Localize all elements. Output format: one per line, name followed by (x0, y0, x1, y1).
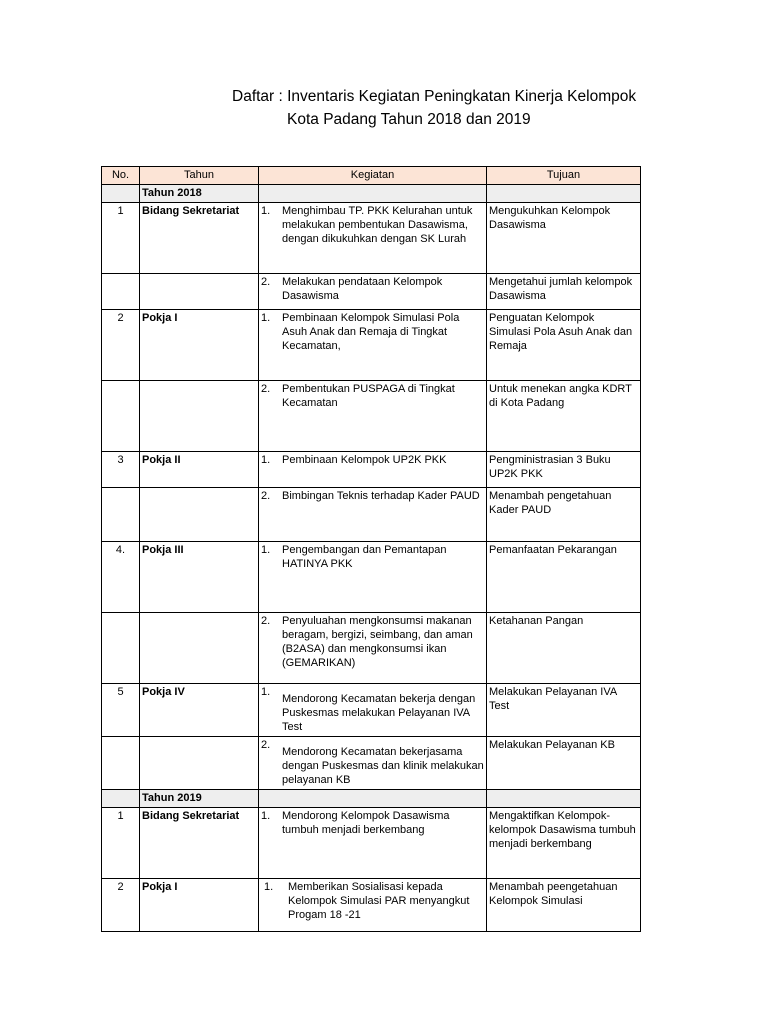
item-number: 1. (261, 544, 271, 556)
row-tujuan: Pemanfaatan Pekarangan (487, 542, 641, 613)
row-kegiatan (259, 542, 487, 613)
row-kegiatan (259, 613, 487, 684)
item-number: 2. (261, 739, 271, 751)
inventory-table (101, 166, 641, 932)
kegiatan-text: Memberikan Sosialisasi kepada Kelompok Simulasi PAR menyangkut Progam 18 -21 (288, 881, 470, 921)
table-row (102, 737, 641, 790)
row-kegiatan (259, 274, 487, 310)
row-no: 2 (102, 879, 140, 932)
row-bidang (140, 274, 259, 310)
table-header-row (102, 167, 641, 185)
row-tujuan: Menambah pengetahuan Kader PAUD (487, 488, 641, 542)
kegiatan-text: Pembentukan PUSPAGA di Tingkat Kecamatan (282, 383, 455, 409)
table-row (102, 310, 641, 381)
header-no: No. (102, 167, 140, 185)
kegiatan-text: Pengembangan dan Pemantapan HATINYA PKK (282, 544, 447, 570)
row-tujuan: Penguatan Kelompok Simulasi Pola Asuh Anak dan Remaja (487, 310, 641, 381)
row-no: 5 (102, 684, 140, 737)
item-number: 2. (261, 490, 271, 502)
row-bidang (140, 737, 259, 790)
table-row (102, 542, 641, 613)
row-no (102, 488, 140, 542)
row-kegiatan (259, 808, 487, 879)
row-no (102, 613, 140, 684)
title-line-1: Daftar : Inventaris Kegiatan Peningkatan Kinerja Kelompok (232, 88, 637, 105)
item-number: 1. (261, 205, 271, 217)
item-number: 1. (261, 454, 271, 466)
row-no (102, 737, 140, 790)
kegiatan-text: Mendorong Kelompok Dasawisma tumbuh menjadi berkembang (282, 810, 450, 836)
row-no (102, 381, 140, 452)
row-bidang: Pokja I (140, 310, 259, 381)
row-tujuan: Melakukan Pelayanan KB (487, 737, 641, 790)
row-tujuan: Untuk menekan angka KDRT di Kota Padang (487, 381, 641, 452)
row-bidang (140, 613, 259, 684)
table-row (102, 274, 641, 310)
table-row (102, 879, 641, 932)
kegiatan-text: Pembinaan Kelompok UP2K PKK (282, 454, 447, 466)
row-bidang (140, 381, 259, 452)
kegiatan-text: Penyuluahan mengkonsumsi makanan beragam, bergizi, seimbang, dan aman (B2ASA) dan mengkonsumsi ikan (GEMARIKAN) (282, 615, 473, 669)
item-number: 1. (261, 810, 271, 822)
row-no: 1 (102, 808, 140, 879)
table-row (102, 488, 641, 542)
row-no: 3 (102, 452, 140, 488)
row-tujuan: Mengukuhkan Kelompok Dasawisma (487, 203, 641, 274)
item-number: 1. (264, 881, 274, 893)
row-tujuan: Melakukan Pelayanan IVA Test (487, 684, 641, 737)
item-number: 2. (261, 615, 271, 627)
item-number: 2. (261, 276, 271, 288)
row-no (102, 274, 140, 310)
row-no: 2 (102, 310, 140, 381)
kegiatan-text: Mendorong Kecamatan bekerja dengan Puskesmas melakukan Pelayanan IVA Test (282, 693, 476, 733)
item-number: 2. (261, 383, 271, 395)
row-tujuan: Pengministrasian 3 Buku UP2K PKK (487, 452, 641, 488)
year-label: Tahun 2018 (140, 185, 259, 203)
row-kegiatan (259, 684, 487, 737)
row-kegiatan (259, 381, 487, 452)
table-row (102, 808, 641, 879)
table-row (102, 613, 641, 684)
row-bidang: Pokja I (140, 879, 259, 932)
year-row-2018 (102, 185, 641, 203)
row-tujuan: Ketahanan Pangan (487, 613, 641, 684)
item-number: 1. (261, 312, 271, 324)
row-tujuan: Menambah peengetahuan Kelompok Simulasi (487, 879, 641, 932)
row-bidang: Bidang Sekretariat (140, 808, 259, 879)
row-bidang: Pokja II (140, 452, 259, 488)
kegiatan-text: Bimbingan Teknis terhadap Kader PAUD (282, 490, 480, 502)
row-bidang: Pokja III (140, 542, 259, 613)
row-kegiatan (259, 879, 487, 932)
title-line-2: Kota Padang Tahun 2018 dan 2019 (287, 111, 531, 128)
year-row-2019 (102, 790, 641, 808)
row-tujuan: Mengaktifkan Kelompok-kelompok Dasawisma tumbuh menjadi berkembang (487, 808, 641, 879)
row-kegiatan (259, 203, 487, 274)
header-tahun: Tahun (140, 167, 259, 185)
header-tujuan: Tujuan (487, 167, 641, 185)
row-kegiatan (259, 737, 487, 790)
row-kegiatan (259, 488, 487, 542)
row-kegiatan (259, 452, 487, 488)
row-bidang: Pokja IV (140, 684, 259, 737)
table-row (102, 381, 641, 452)
item-number: 1. (261, 686, 271, 698)
kegiatan-text: Melakukan pendataan Kelompok Dasawisma (282, 276, 443, 302)
table-row (102, 203, 641, 274)
kegiatan-text: Menghimbau TP. PKK Kelurahan untuk melakukan pembentukan Dasawisma, dengan dikukuhkan dengan SK Lurah (282, 205, 473, 245)
kegiatan-text: Mendorong Kecamatan bekerjasama dengan Puskesmas dan klinik melakukan pelayanan KB (282, 746, 484, 786)
row-bidang (140, 488, 259, 542)
row-tujuan: Mengetahui jumlah kelompok Dasawisma (487, 274, 641, 310)
row-no: 1 (102, 203, 140, 274)
table-row (102, 452, 641, 488)
header-kegiatan: Kegiatan (259, 167, 487, 185)
kegiatan-text: Pembinaan Kelompok Simulasi Pola Asuh Anak dan Remaja di Tingkat Kecamatan, (282, 312, 460, 352)
table-row (102, 684, 641, 737)
row-no: 4. (102, 542, 140, 613)
row-kegiatan (259, 310, 487, 381)
row-bidang: Bidang Sekretariat (140, 203, 259, 274)
year-label: Tahun 2019 (140, 790, 259, 808)
